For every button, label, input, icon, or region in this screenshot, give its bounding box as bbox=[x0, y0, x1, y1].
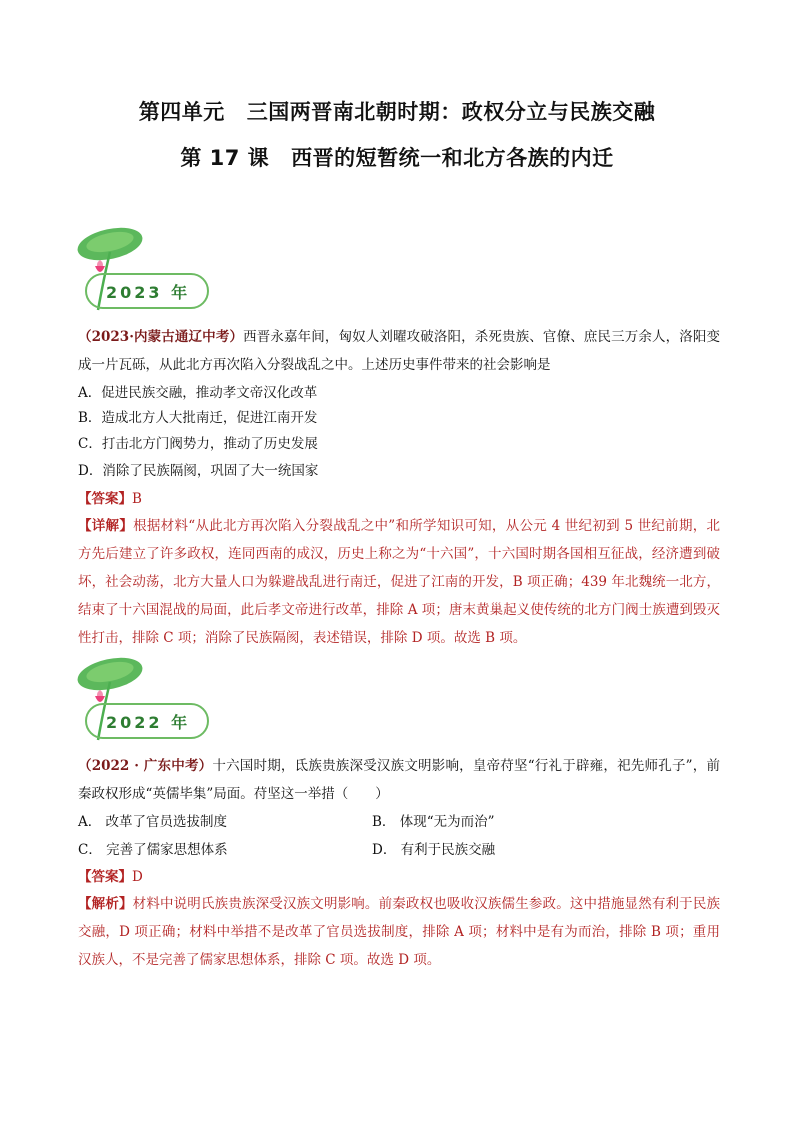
detail-text: 根据材料“从此北方再次陷入分裂战乱之中”和所学知识可知，从公元 4 世纪初到 5 世纪前期，北方先后建立了许多政权，连同西南的成汉，历史上称之为“十六国”，十六国时期各国相互征战，经济遭到破坏，社会动荡，北方大量人口为躲避战乱进行南迁，促进了江南的开发，B 项正确；439 年北魏统一北方，结束了十六国混战的局面，此后孝文帝进行改革，排除 A 项；唐末黄巢起义使传统的北方门阀士族遭到毁灭性打击，排除 C 项；消除了民族隔阂，表述错误，排除 D 项。故选 B 项。 bbox=[78, 518, 721, 646]
option-c: C． 完善了儒家思想体系 bbox=[78, 842, 228, 858]
detail-paragraph bbox=[78, 512, 720, 652]
question-source: （2022 · 广东中考） bbox=[78, 758, 213, 774]
lotus-leaf-icon bbox=[70, 222, 220, 322]
option-a: A．促进民族交融，推动孝文帝汉化改革 bbox=[78, 385, 318, 401]
analysis-label: 【解析】 bbox=[78, 896, 133, 912]
lesson-title bbox=[0, 142, 794, 172]
option-b: B． 体现“无为而治” bbox=[372, 814, 495, 830]
unit-name: 三国两晋南北朝时期：政权分立与民族交融 bbox=[246, 100, 656, 124]
option-a: A． 改革了官员选拔制度 bbox=[78, 814, 228, 830]
lotus-leaf-icon bbox=[70, 652, 220, 752]
question-text: 西晋永嘉年间，匈奴人刘曜攻破洛阳，杀死贵族、官僚、庶民三万余人，洛阳变成一片瓦砾，从此北方再次陷入分裂战乱之中。上述历史事件带来的社会影响是 bbox=[78, 329, 720, 373]
answer-line bbox=[78, 863, 143, 891]
question-source: （2023·内蒙古通辽中考） bbox=[78, 329, 244, 345]
analysis-paragraph bbox=[78, 890, 720, 974]
lesson-number: 第 17 课 bbox=[180, 146, 270, 170]
detail-label: 【详解】 bbox=[78, 518, 134, 534]
unit-number: 第四单元 bbox=[138, 100, 225, 124]
question-1-stem bbox=[78, 323, 720, 379]
question-2-stem bbox=[78, 752, 720, 808]
year-badge-2022 bbox=[70, 652, 220, 752]
unit-title bbox=[0, 96, 794, 126]
year-label: 2022 年 bbox=[106, 713, 191, 732]
question-text: 十六国时期，氐族贵族深受汉族文明影响，皇帝苻坚“行礼于辟雍，祀先师孔子”，前秦政权形成“英儒毕集”局面。苻坚这一举措（ ） bbox=[78, 758, 720, 802]
answer-label: 【答案】 bbox=[78, 869, 132, 885]
option-c: C．打击北方门阀势力，推动了历史发展 bbox=[78, 436, 318, 452]
option-d: D． 有利于民族交融 bbox=[372, 842, 496, 858]
answer-value: B bbox=[132, 491, 142, 507]
year-badge-2023 bbox=[70, 222, 220, 322]
answer-label: 【答案】 bbox=[78, 491, 132, 507]
answer-line bbox=[78, 485, 142, 513]
analysis-text: 材料中说明氏族贵族深受汉族文明影响。前秦政权也吸收汉族儒生参政。这中措施显然有利于民族交融，D 项正确；材料中举措不是改革了官员选拔制度，排除 A 项；材料中是有为而治，排除 B 项；重用汉族人，不是完善了儒家思想体系，排除 C 项。故选 D 项。 bbox=[78, 896, 721, 968]
option-d: D．消除了民族隔阂，巩固了大一统国家 bbox=[78, 463, 319, 479]
option-b: B．造成北方人大批南迁，促进江南开发 bbox=[78, 410, 318, 426]
year-label: 2023 年 bbox=[106, 283, 191, 302]
answer-value: D bbox=[132, 869, 143, 885]
lesson-name: 西晋的短暂统一和北方各族的内迁 bbox=[291, 146, 614, 170]
